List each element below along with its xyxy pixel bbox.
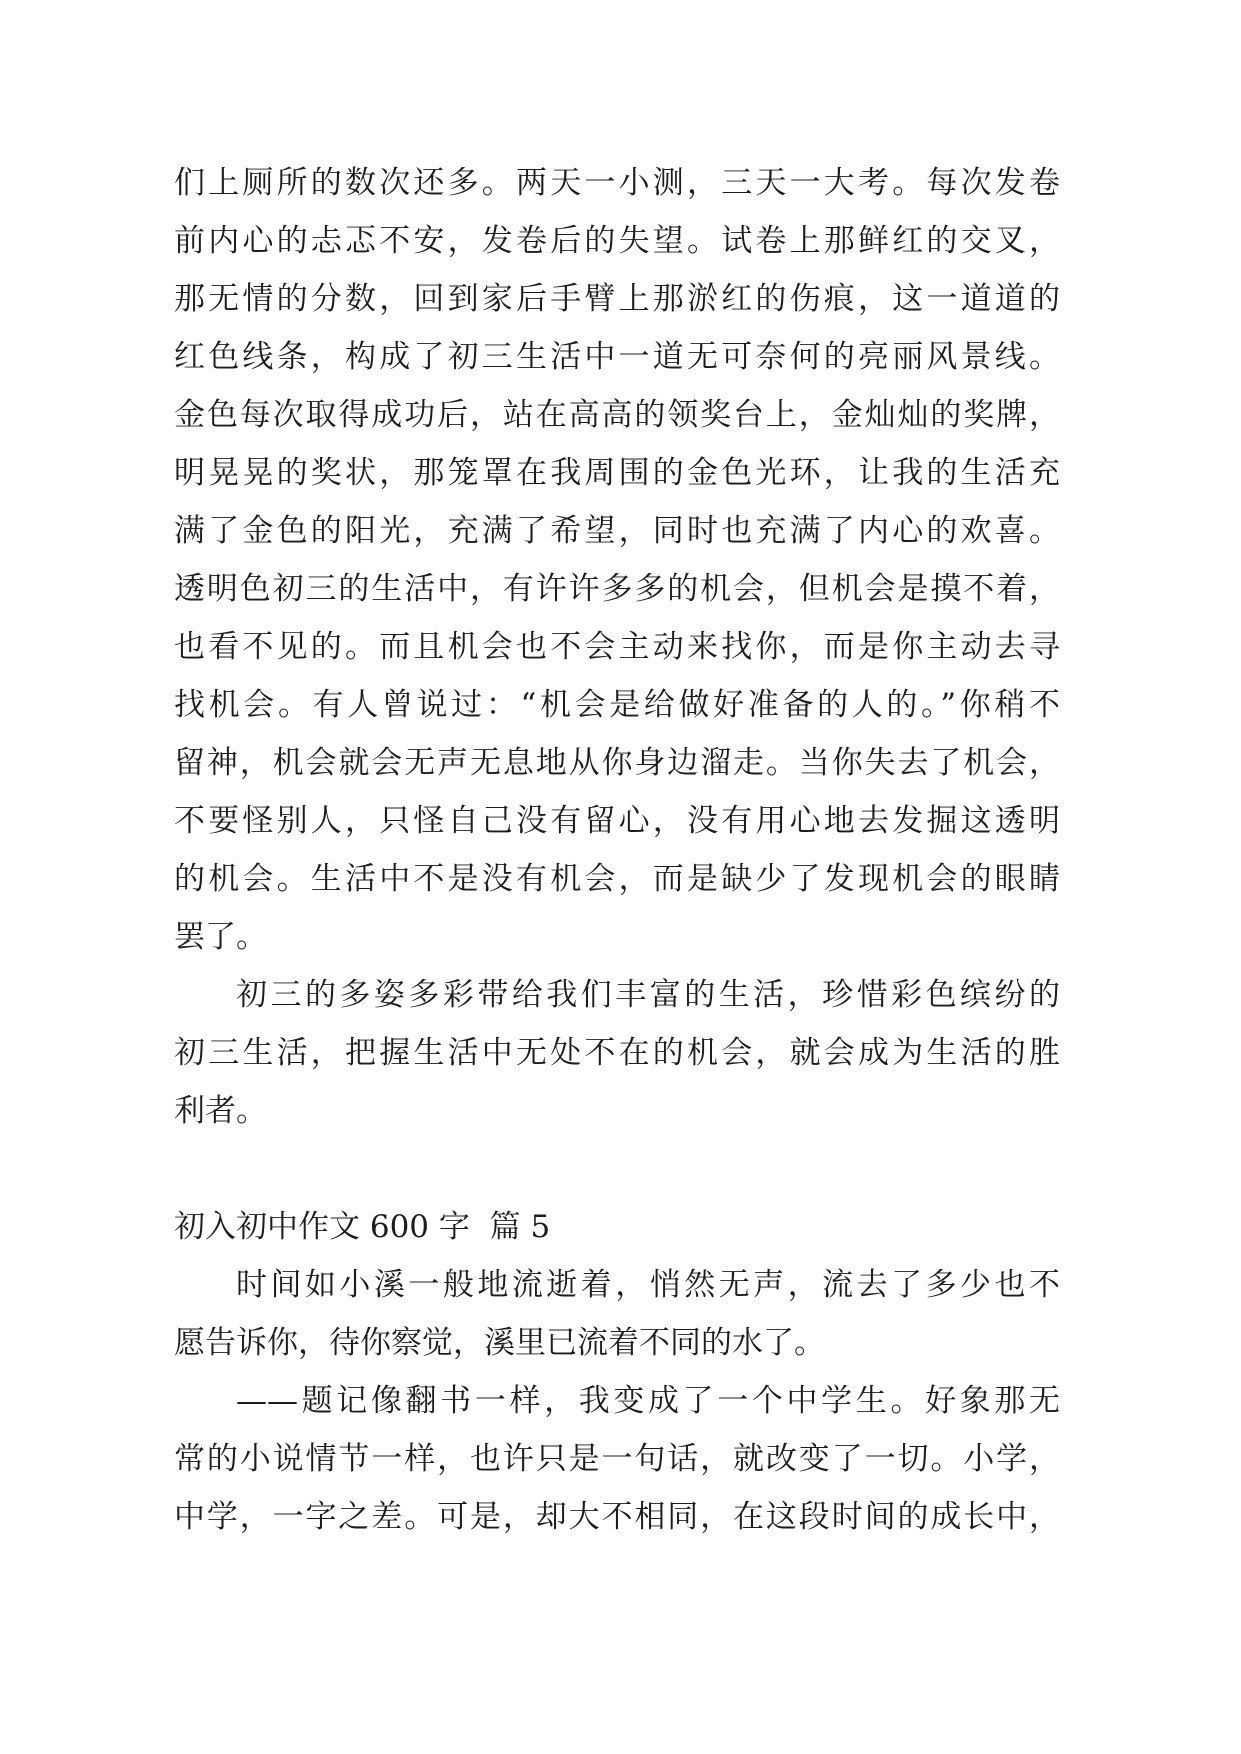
paragraph bbox=[174, 966, 1060, 1140]
essay-section bbox=[174, 1198, 1060, 1546]
text-line: 留神，机会就会无声无息地从你身边溜走。当你失去了机会， bbox=[174, 745, 1060, 781]
text-line: 金色每次取得成功后，站在高高的领奖台上，金灿灿的奖牌， bbox=[174, 397, 1060, 433]
paragraph bbox=[174, 154, 1060, 966]
text-column bbox=[174, 154, 1060, 1546]
text-line: 愿告诉你，待你察觉，溪里已流着不同的水了。 bbox=[174, 1325, 825, 1361]
text-line: 利者。 bbox=[174, 1093, 267, 1129]
text-line: 初三生活，把握生活中无处不在的机会，就会成为生活的胜 bbox=[174, 1035, 1060, 1071]
essay-heading: 初入初中作文 600 字 篇 5 bbox=[174, 1209, 551, 1245]
text-line: 不要怪别人，只怪自己没有留心，没有用心地去发掘这透明 bbox=[174, 803, 1060, 839]
text-line: 初三的多姿多彩带给我们丰富的生活，珍惜彩色缤纷的 bbox=[236, 977, 1060, 1013]
text-line: 明晃晃的奖状，那笼罩在我周围的金色光环，让我的生活充 bbox=[174, 455, 1060, 491]
text-line: 们上厕所的数次还多。两天一小测，三天一大考。每次发卷 bbox=[174, 165, 1060, 201]
text-line: 也看不见的。而且机会也不会主动来找你，而是你主动去寻 bbox=[174, 629, 1060, 665]
text-line: 中学，一字之差。可是，却大不相同，在这段时间的成长中， bbox=[174, 1499, 1060, 1535]
text-line: 罢了。 bbox=[174, 919, 267, 955]
text-line: 常的小说情节一样，也许只是一句话，就改变了一切。小学， bbox=[174, 1441, 1060, 1477]
text-line: 前内心的忐忑不安，发卷后的失望。试卷上那鲜红的交叉， bbox=[174, 223, 1060, 259]
text-line: ——题记像翻书一样，我变成了一个中学生。好象那无 bbox=[236, 1383, 1060, 1419]
paragraph bbox=[174, 1256, 1060, 1372]
text-line: 红色线条，构成了初三生活中一道无可奈何的亮丽风景线。 bbox=[174, 339, 1060, 375]
blank-line bbox=[174, 1140, 1060, 1198]
text-line: 满了金色的阳光，充满了希望，同时也充满了内心的欢喜。 bbox=[174, 513, 1060, 549]
text-line: 透明色初三的生活中，有许许多多的机会，但机会是摸不着， bbox=[174, 571, 1060, 607]
text-line: 的机会。生活中不是没有机会，而是缺少了发现机会的眼睛 bbox=[174, 861, 1060, 897]
text-line: 那无情的分数，回到家后手臂上那淤红的伤痕，这一道道的 bbox=[174, 281, 1060, 317]
text-line: 找机会。有人曾说过：“机会是给做好准备的人的。”你稍不 bbox=[174, 687, 1060, 723]
paragraph bbox=[174, 1372, 1060, 1546]
text-line: 时间如小溪一般地流逝着，悄然无声，流去了多少也不 bbox=[236, 1267, 1060, 1303]
